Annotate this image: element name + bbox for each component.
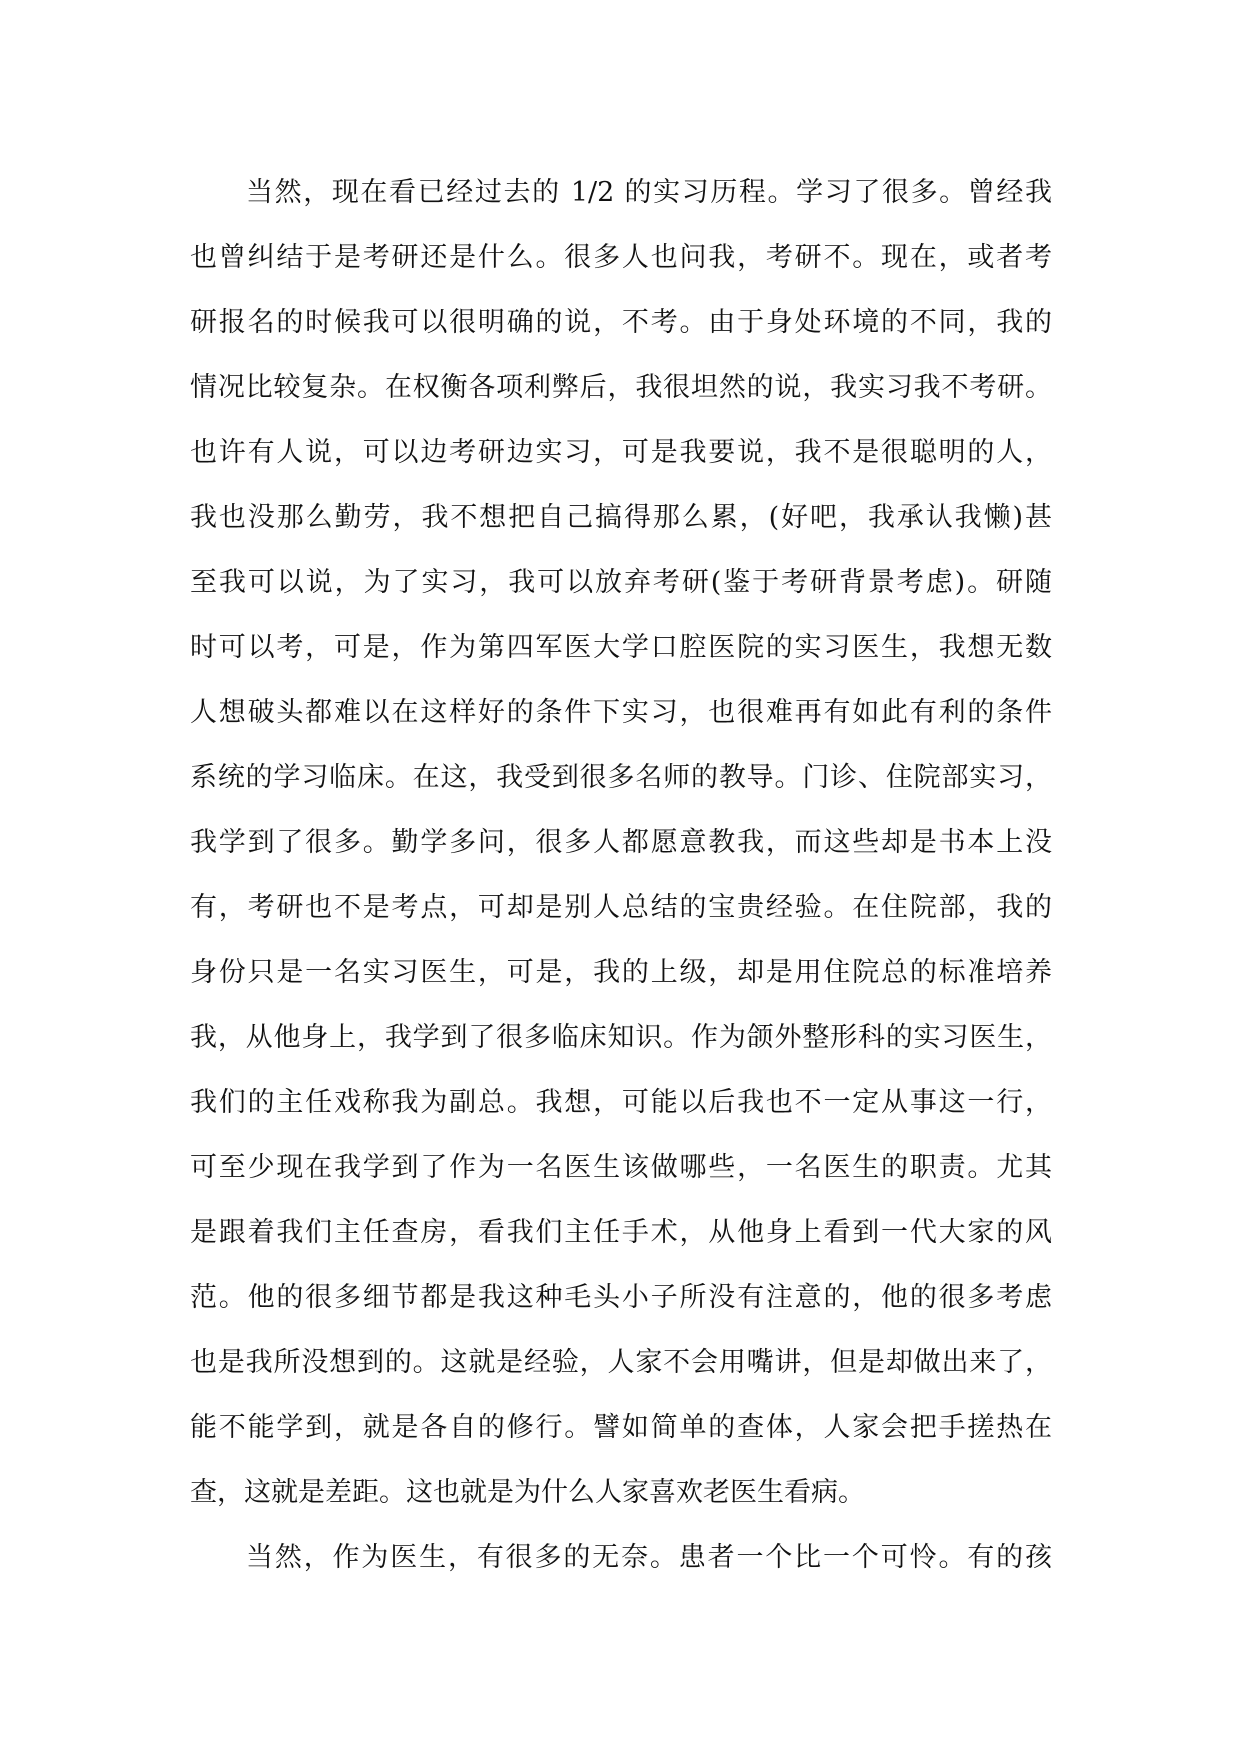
text-line: 我们的主任戏称我为副总。我想，可能以后我也不一定从事这一行， [190,1087,1052,1118]
text-line: 也是我所没想到的。这就是经验，人家不会用嘴讲，但是却做出来了， [190,1347,1052,1378]
text-line: 我也没那么勤劳，我不想把自己搞得那么累，(好吧，我承认我懒)甚 [190,502,1052,533]
body-text [190,160,1052,1590]
text-line: 我学到了很多。勤学多问，很多人都愿意教我，而这些却是书本上没 [190,827,1052,858]
text-line: 可至少现在我学到了作为一名医生该做哪些，一名医生的职责。尤其 [190,1152,1052,1183]
text-line: 时可以考，可是，作为第四军医大学口腔医院的实习医生，我想无数 [190,632,1052,663]
text-line: 是跟着我们主任查房，看我们主任手术，从他身上看到一代大家的风 [190,1217,1052,1248]
text-line: 系统的学习临床。在这，我受到很多名师的教导。门诊、住院部实习， [190,762,1052,793]
text-line: 我，从他身上，我学到了很多临床知识。作为颌外整形科的实习医生， [190,1022,1052,1053]
text-line: 情况比较复杂。在权衡各项利弊后，我很坦然的说，我实习我不考研。 [190,372,1052,403]
text-line: 有，考研也不是考点，可却是别人总结的宝贵经验。在住院部，我的 [190,892,1052,923]
text-line: 也许有人说，可以边考研边实习，可是我要说，我不是很聪明的人， [190,437,1052,468]
text-line: 能不能学到，就是各自的修行。譬如简单的查体，人家会把手搓热在 [190,1412,1052,1443]
text-line: 研报名的时候我可以很明确的说，不考。由于身处环境的不同，我的 [190,307,1052,338]
text-line-paragraph-2-start: 当然，作为医生，有很多的无奈。患者一个比一个可怜。有的孩 [246,1542,1052,1573]
text-line: 人想破头都难以在这样好的条件下实习，也很难再有如此有利的条件 [190,697,1052,728]
text-line: 也曾纠结于是考研还是什么。很多人也问我，考研不。现在，或者考 [190,242,1052,273]
text-line-paragraph-1-start: 当然，现在看已经过去的 1/2 的实习历程。学习了很多。曾经我 [246,177,1052,208]
text-line: 身份只是一名实习医生，可是，我的上级，却是用住院总的标准培养 [190,957,1052,988]
text-line-paragraph-1-end: 查，这就是差距。这也就是为什么人家喜欢老医生看病。 [190,1477,865,1508]
text-line: 至我可以说，为了实习，我可以放弃考研(鉴于考研背景考虑)。研随 [190,567,1052,598]
text-line: 范。他的很多细节都是我这种毛头小子所没有注意的，他的很多考虑 [190,1282,1052,1313]
